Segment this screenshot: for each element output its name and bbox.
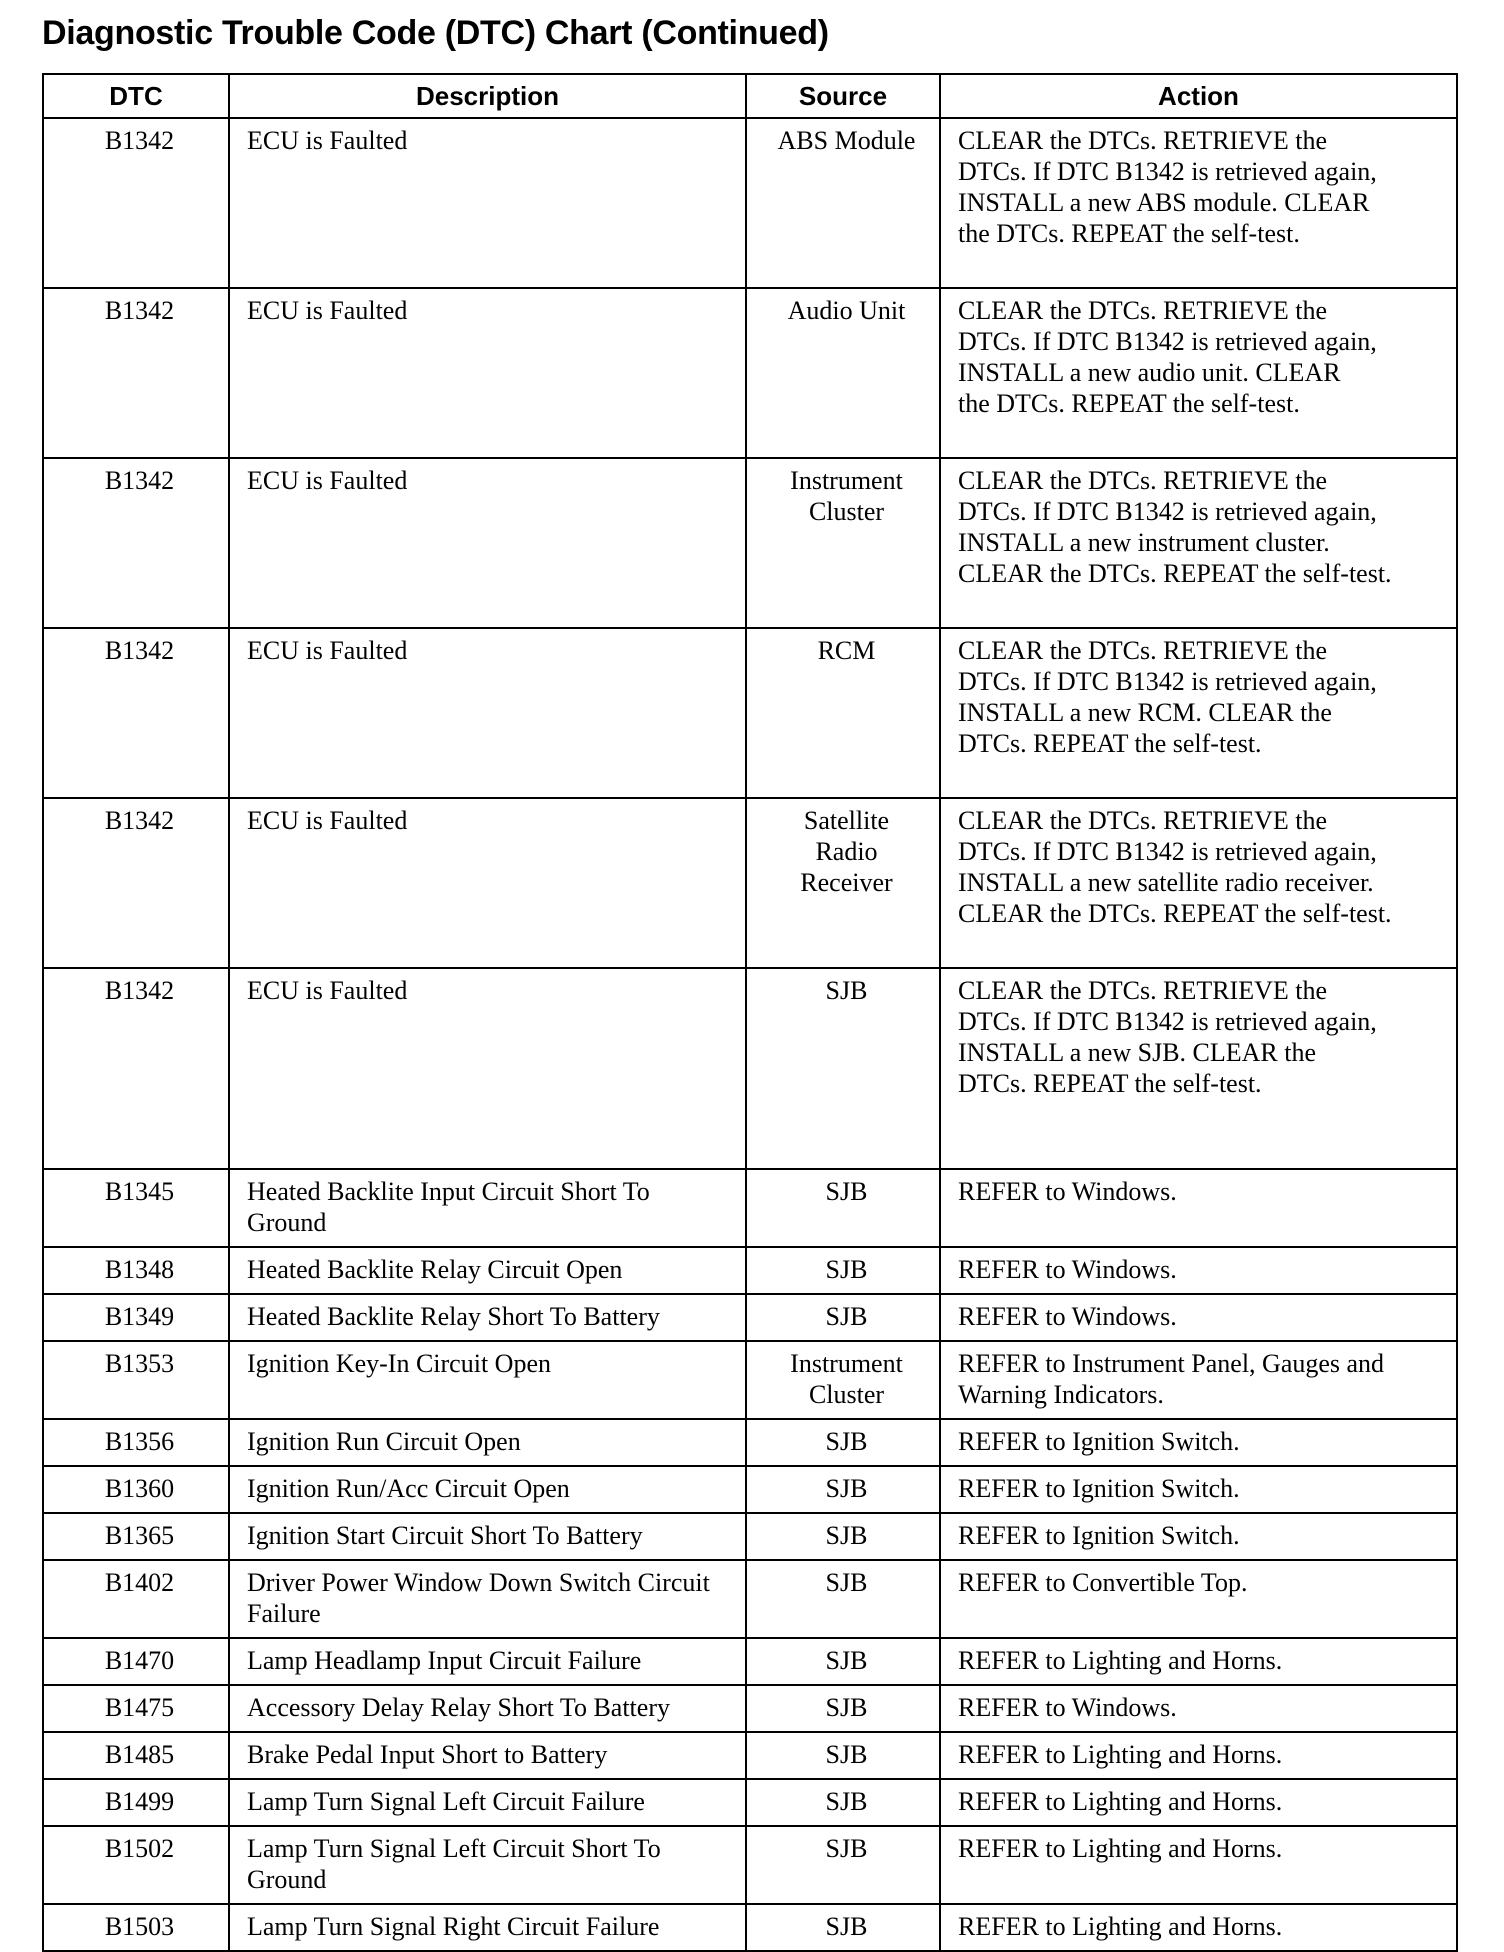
dtc-code: B1402 [43,1560,229,1638]
column-header-source: Source [746,74,940,118]
dtc-description: Ignition Run/Acc Circuit Open [229,1466,746,1513]
dtc-description: Lamp Headlamp Input Circuit Failure [229,1638,746,1685]
dtc-source: SJB [746,1904,940,1951]
dtc-source: Audio Unit [746,288,940,458]
table-row [43,1560,1457,1638]
dtc-code: B1342 [43,118,229,288]
dtc-source: SJB [746,1419,940,1466]
dtc-code: B1349 [43,1294,229,1341]
dtc-source: RCM [746,628,940,798]
table-header-row [43,74,1457,118]
dtc-code: B1503 [43,1904,229,1951]
dtc-source: Satellite Radio Receiver [746,798,940,968]
dtc-action: CLEAR the DTCs. RETRIEVE the DTCs. If DTC B1342 is retrieved again, INSTALL a new satellite radio receiver. CLEAR the DTCs. REPEAT the self-test. [940,798,1457,968]
dtc-description: Lamp Turn Signal Right Circuit Failure [229,1904,746,1951]
table-row [43,1638,1457,1685]
table-row [43,1685,1457,1732]
dtc-action: REFER to Instrument Panel, Gauges and Warning Indicators. [940,1341,1457,1419]
dtc-code: B1348 [43,1247,229,1294]
dtc-source: SJB [746,1779,940,1826]
table-row [43,968,1457,1169]
dtc-description: Driver Power Window Down Switch Circuit Failure [229,1560,746,1638]
dtc-table [42,73,1458,1952]
dtc-description: Lamp Turn Signal Left Circuit Failure [229,1779,746,1826]
dtc-source: SJB [746,1169,940,1247]
dtc-code: B1342 [43,458,229,628]
dtc-action: REFER to Windows. [940,1294,1457,1341]
table-row [43,1419,1457,1466]
dtc-description: Heated Backlite Relay Short To Battery [229,1294,746,1341]
table-row [43,1732,1457,1779]
dtc-action: REFER to Ignition Switch. [940,1513,1457,1560]
dtc-source: SJB [746,1560,940,1638]
dtc-code: B1342 [43,628,229,798]
dtc-source: SJB [746,1638,940,1685]
table-row [43,628,1457,798]
dtc-source: Instrument Cluster [746,1341,940,1419]
column-header-description: Description [229,74,746,118]
dtc-code: B1475 [43,1685,229,1732]
dtc-description: ECU is Faulted [229,968,746,1169]
dtc-description: Ignition Run Circuit Open [229,1419,746,1466]
table-row [43,1247,1457,1294]
dtc-action: REFER to Ignition Switch. [940,1466,1457,1513]
table-row [43,1466,1457,1513]
dtc-action: REFER to Windows. [940,1247,1457,1294]
dtc-action: REFER to Lighting and Horns. [940,1826,1457,1904]
dtc-description: ECU is Faulted [229,288,746,458]
dtc-action: REFER to Windows. [940,1685,1457,1732]
dtc-action: REFER to Lighting and Horns. [940,1904,1457,1951]
dtc-description: Heated Backlite Input Circuit Short To Ground [229,1169,746,1247]
table-row [43,798,1457,968]
dtc-description: Brake Pedal Input Short to Battery [229,1732,746,1779]
dtc-code: B1342 [43,288,229,458]
dtc-description: ECU is Faulted [229,628,746,798]
table-row [43,458,1457,628]
dtc-description: Heated Backlite Relay Circuit Open [229,1247,746,1294]
dtc-action: REFER to Lighting and Horns. [940,1732,1457,1779]
dtc-source: Instrument Cluster [746,458,940,628]
table-row [43,1779,1457,1826]
dtc-action: REFER to Convertible Top. [940,1560,1457,1638]
table-row [43,288,1457,458]
table-row [43,1341,1457,1419]
column-header-action: Action [940,74,1457,118]
dtc-action: REFER to Lighting and Horns. [940,1779,1457,1826]
dtc-source: SJB [746,1685,940,1732]
dtc-action: CLEAR the DTCs. RETRIEVE the DTCs. If DTC B1342 is retrieved again, INSTALL a new ABS module. CLEAR the DTCs. REPEAT the self-test. [940,118,1457,288]
table-row [43,1904,1457,1951]
dtc-action: REFER to Lighting and Horns. [940,1638,1457,1685]
dtc-action: REFER to Ignition Switch. [940,1419,1457,1466]
table-row [43,1826,1457,1904]
table-row [43,1169,1457,1247]
dtc-code: B1342 [43,798,229,968]
dtc-source: SJB [746,968,940,1169]
dtc-code: B1345 [43,1169,229,1247]
dtc-description: Ignition Start Circuit Short To Battery [229,1513,746,1560]
dtc-description: ECU is Faulted [229,458,746,628]
dtc-source: SJB [746,1247,940,1294]
dtc-source: SJB [746,1826,940,1904]
dtc-source: SJB [746,1294,940,1341]
dtc-code: B1470 [43,1638,229,1685]
dtc-source: SJB [746,1466,940,1513]
dtc-description: Ignition Key-In Circuit Open [229,1341,746,1419]
dtc-description: Lamp Turn Signal Left Circuit Short To Ground [229,1826,746,1904]
dtc-code: B1360 [43,1466,229,1513]
dtc-code: B1485 [43,1732,229,1779]
dtc-source: SJB [746,1513,940,1560]
dtc-source: ABS Module [746,118,940,288]
dtc-source: SJB [746,1732,940,1779]
dtc-code: B1502 [43,1826,229,1904]
dtc-description: Accessory Delay Relay Short To Battery [229,1685,746,1732]
dtc-code: B1356 [43,1419,229,1466]
dtc-action: REFER to Windows. [940,1169,1457,1247]
dtc-action: CLEAR the DTCs. RETRIEVE the DTCs. If DTC B1342 is retrieved again, INSTALL a new audio unit. CLEAR the DTCs. REPEAT the self-test. [940,288,1457,458]
dtc-code: B1342 [43,968,229,1169]
dtc-action: CLEAR the DTCs. RETRIEVE the DTCs. If DTC B1342 is retrieved again, INSTALL a new instrument cluster. CLEAR the DTCs. REPEAT the self-test. [940,458,1457,628]
page-title: Diagnostic Trouble Code (DTC) Chart (Continued) [42,14,829,52]
dtc-action: CLEAR the DTCs. RETRIEVE the DTCs. If DTC B1342 is retrieved again, INSTALL a new SJB. CLEAR the DTCs. REPEAT the self-test. [940,968,1457,1169]
dtc-code: B1353 [43,1341,229,1419]
table-row [43,1513,1457,1560]
dtc-description: ECU is Faulted [229,798,746,968]
dtc-code: B1499 [43,1779,229,1826]
column-header-dtc: DTC [43,74,229,118]
dtc-action: CLEAR the DTCs. RETRIEVE the DTCs. If DTC B1342 is retrieved again, INSTALL a new RCM. CLEAR the DTCs. REPEAT the self-test. [940,628,1457,798]
table-row [43,118,1457,288]
table-row [43,1294,1457,1341]
dtc-code: B1365 [43,1513,229,1560]
dtc-description: ECU is Faulted [229,118,746,288]
